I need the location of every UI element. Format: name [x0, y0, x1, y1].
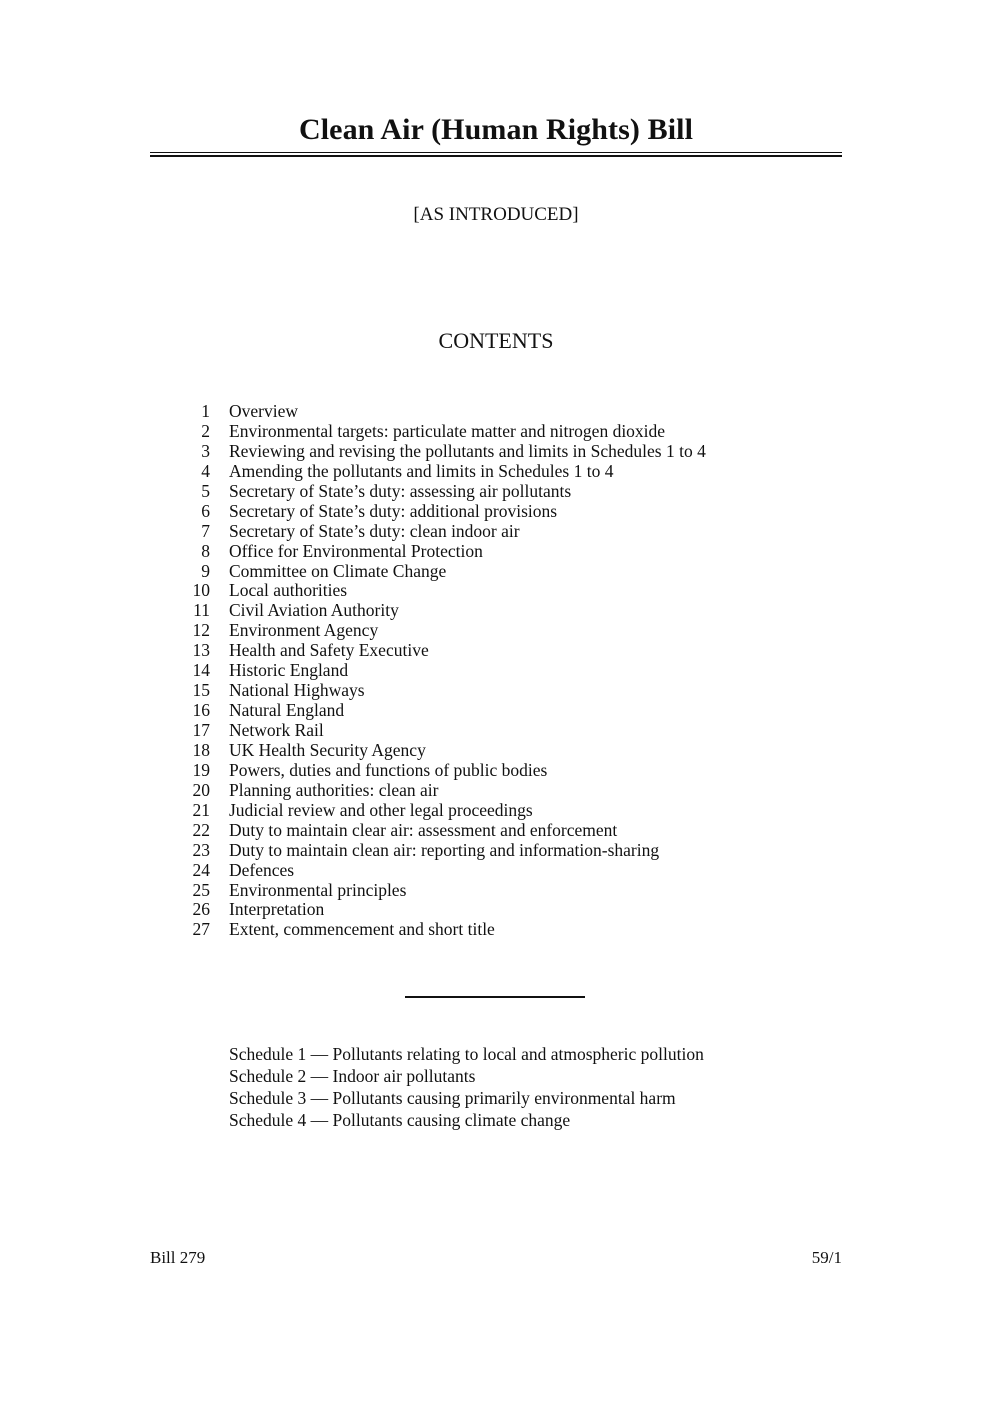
section-number: 27 — [192, 919, 210, 940]
section-number: 19 — [192, 759, 210, 780]
section-number: 4 — [201, 460, 210, 481]
schedules-list — [229, 1043, 704, 1131]
section-title[interactable]: UK Health Security Agency — [229, 739, 426, 760]
section-number: 7 — [201, 520, 210, 541]
section-title[interactable]: Office for Environmental Protection — [229, 540, 483, 561]
contents-list — [180, 402, 706, 940]
section-title[interactable]: Duty to maintain clear air: assessment and enforcement — [229, 819, 618, 840]
section-title[interactable]: Committee on Climate Change — [229, 560, 447, 581]
section-number: 13 — [192, 640, 210, 661]
section-number: 26 — [192, 899, 210, 920]
section-title[interactable]: Secretary of State’s duty: additional provisions — [229, 500, 558, 521]
contents-item[interactable] — [180, 781, 706, 801]
contents-item[interactable] — [180, 502, 706, 522]
contents-item[interactable] — [180, 601, 706, 621]
section-title[interactable]: Overview — [229, 401, 299, 421]
contents-item[interactable] — [180, 562, 706, 582]
title-rule-thick — [150, 155, 842, 157]
section-title[interactable]: Historic England — [229, 660, 349, 681]
section-number: 12 — [192, 620, 210, 641]
section-number: 17 — [192, 720, 210, 740]
section-title[interactable]: Judicial review and other legal proceedings — [229, 799, 533, 820]
contents-item[interactable] — [180, 482, 706, 502]
section-title[interactable]: Duty to maintain clean air: reporting and information-sharing — [229, 839, 660, 860]
section-title[interactable]: Local authorities — [229, 580, 348, 601]
section-title[interactable]: Environmental principles — [229, 879, 407, 900]
section-number: 15 — [192, 680, 210, 701]
contents-item[interactable] — [180, 801, 706, 821]
contents-item[interactable] — [180, 442, 706, 462]
section-number: 24 — [192, 859, 210, 880]
section-number: 23 — [192, 839, 210, 860]
status-label: [AS INTRODUCED] — [413, 204, 579, 225]
section-number: 6 — [201, 500, 210, 521]
contents-item[interactable] — [180, 422, 706, 442]
section-title[interactable]: Interpretation — [229, 899, 325, 920]
section-number: 18 — [192, 739, 210, 760]
section-title[interactable]: Natural England — [229, 700, 345, 721]
section-title[interactable]: Powers, duties and functions of public bodies — [229, 759, 548, 780]
section-number: 16 — [192, 700, 210, 721]
schedule-item[interactable]: Schedule 3 — Pollutants causing primarily environmental harm — [229, 1088, 676, 1108]
section-number: 5 — [201, 480, 210, 501]
section-title[interactable]: Environmental targets: particulate matter and nitrogen dioxide — [229, 420, 666, 441]
contents-item[interactable] — [180, 900, 706, 920]
contents-item[interactable] — [180, 462, 706, 482]
section-title[interactable]: Health and Safety Executive — [229, 640, 429, 661]
section-number: 8 — [201, 540, 210, 561]
print-reference: 59/1 — [811, 1248, 842, 1267]
contents-item[interactable] — [180, 761, 706, 781]
schedule-item[interactable]: Schedule 2 — Indoor air pollutants — [229, 1066, 476, 1086]
contents-item[interactable] — [180, 621, 706, 641]
section-number: 11 — [193, 600, 210, 621]
contents-item[interactable] — [180, 721, 706, 741]
section-number: 20 — [192, 779, 210, 800]
contents-item[interactable] — [180, 701, 706, 721]
schedule-item[interactable]: Schedule 1 — Pollutants relating to local and atmospheric pollution — [229, 1044, 704, 1064]
section-title[interactable]: Secretary of State’s duty: clean indoor air — [229, 520, 520, 541]
bill-number: Bill 279 — [150, 1248, 206, 1267]
page-title: Clean Air (Human Rights) Bill — [298, 113, 694, 146]
contents-item[interactable] — [180, 402, 706, 422]
schedule-item[interactable]: Schedule 4 — Pollutants causing climate change — [229, 1110, 571, 1130]
contents-item[interactable] — [180, 661, 706, 681]
contents-item[interactable] — [180, 741, 706, 761]
section-title[interactable]: Civil Aviation Authority — [229, 600, 399, 621]
section-number: 2 — [201, 420, 210, 441]
contents-item[interactable] — [180, 522, 706, 542]
title-rule-thin — [150, 152, 842, 153]
contents-item[interactable] — [180, 542, 706, 562]
section-title[interactable]: Extent, commencement and short title — [229, 919, 495, 940]
section-number: 22 — [192, 819, 210, 840]
section-title[interactable]: Network Rail — [229, 720, 324, 740]
contents-item[interactable] — [180, 581, 706, 601]
section-title[interactable]: Planning authorities: clean air — [229, 779, 439, 800]
contents-heading: CONTENTS — [438, 328, 554, 353]
section-title[interactable]: Environment Agency — [229, 620, 379, 641]
section-title[interactable]: Secretary of State’s duty: assessing air pollutants — [229, 480, 572, 501]
section-number: 21 — [192, 799, 210, 820]
contents-item[interactable] — [180, 681, 706, 701]
section-title[interactable]: Defences — [229, 859, 295, 880]
section-title[interactable]: Reviewing and revising the pollutants and limits in Schedules 1 to 4 — [229, 440, 706, 461]
contents-item[interactable] — [180, 641, 706, 661]
section-title[interactable]: Amending the pollutants and limits in Schedules 1 to 4 — [229, 460, 614, 481]
contents-item[interactable] — [180, 821, 706, 841]
contents-item[interactable] — [180, 861, 706, 881]
section-divider — [405, 996, 585, 998]
contents-item[interactable] — [180, 920, 706, 940]
section-number: 10 — [192, 580, 210, 601]
section-number: 1 — [201, 401, 210, 421]
section-title[interactable]: National Highways — [229, 680, 365, 701]
contents-item[interactable] — [180, 841, 706, 861]
section-number: 9 — [201, 560, 210, 581]
section-number: 25 — [192, 879, 210, 900]
contents-item[interactable] — [180, 881, 706, 901]
section-number: 14 — [192, 660, 210, 681]
section-number: 3 — [201, 440, 210, 461]
